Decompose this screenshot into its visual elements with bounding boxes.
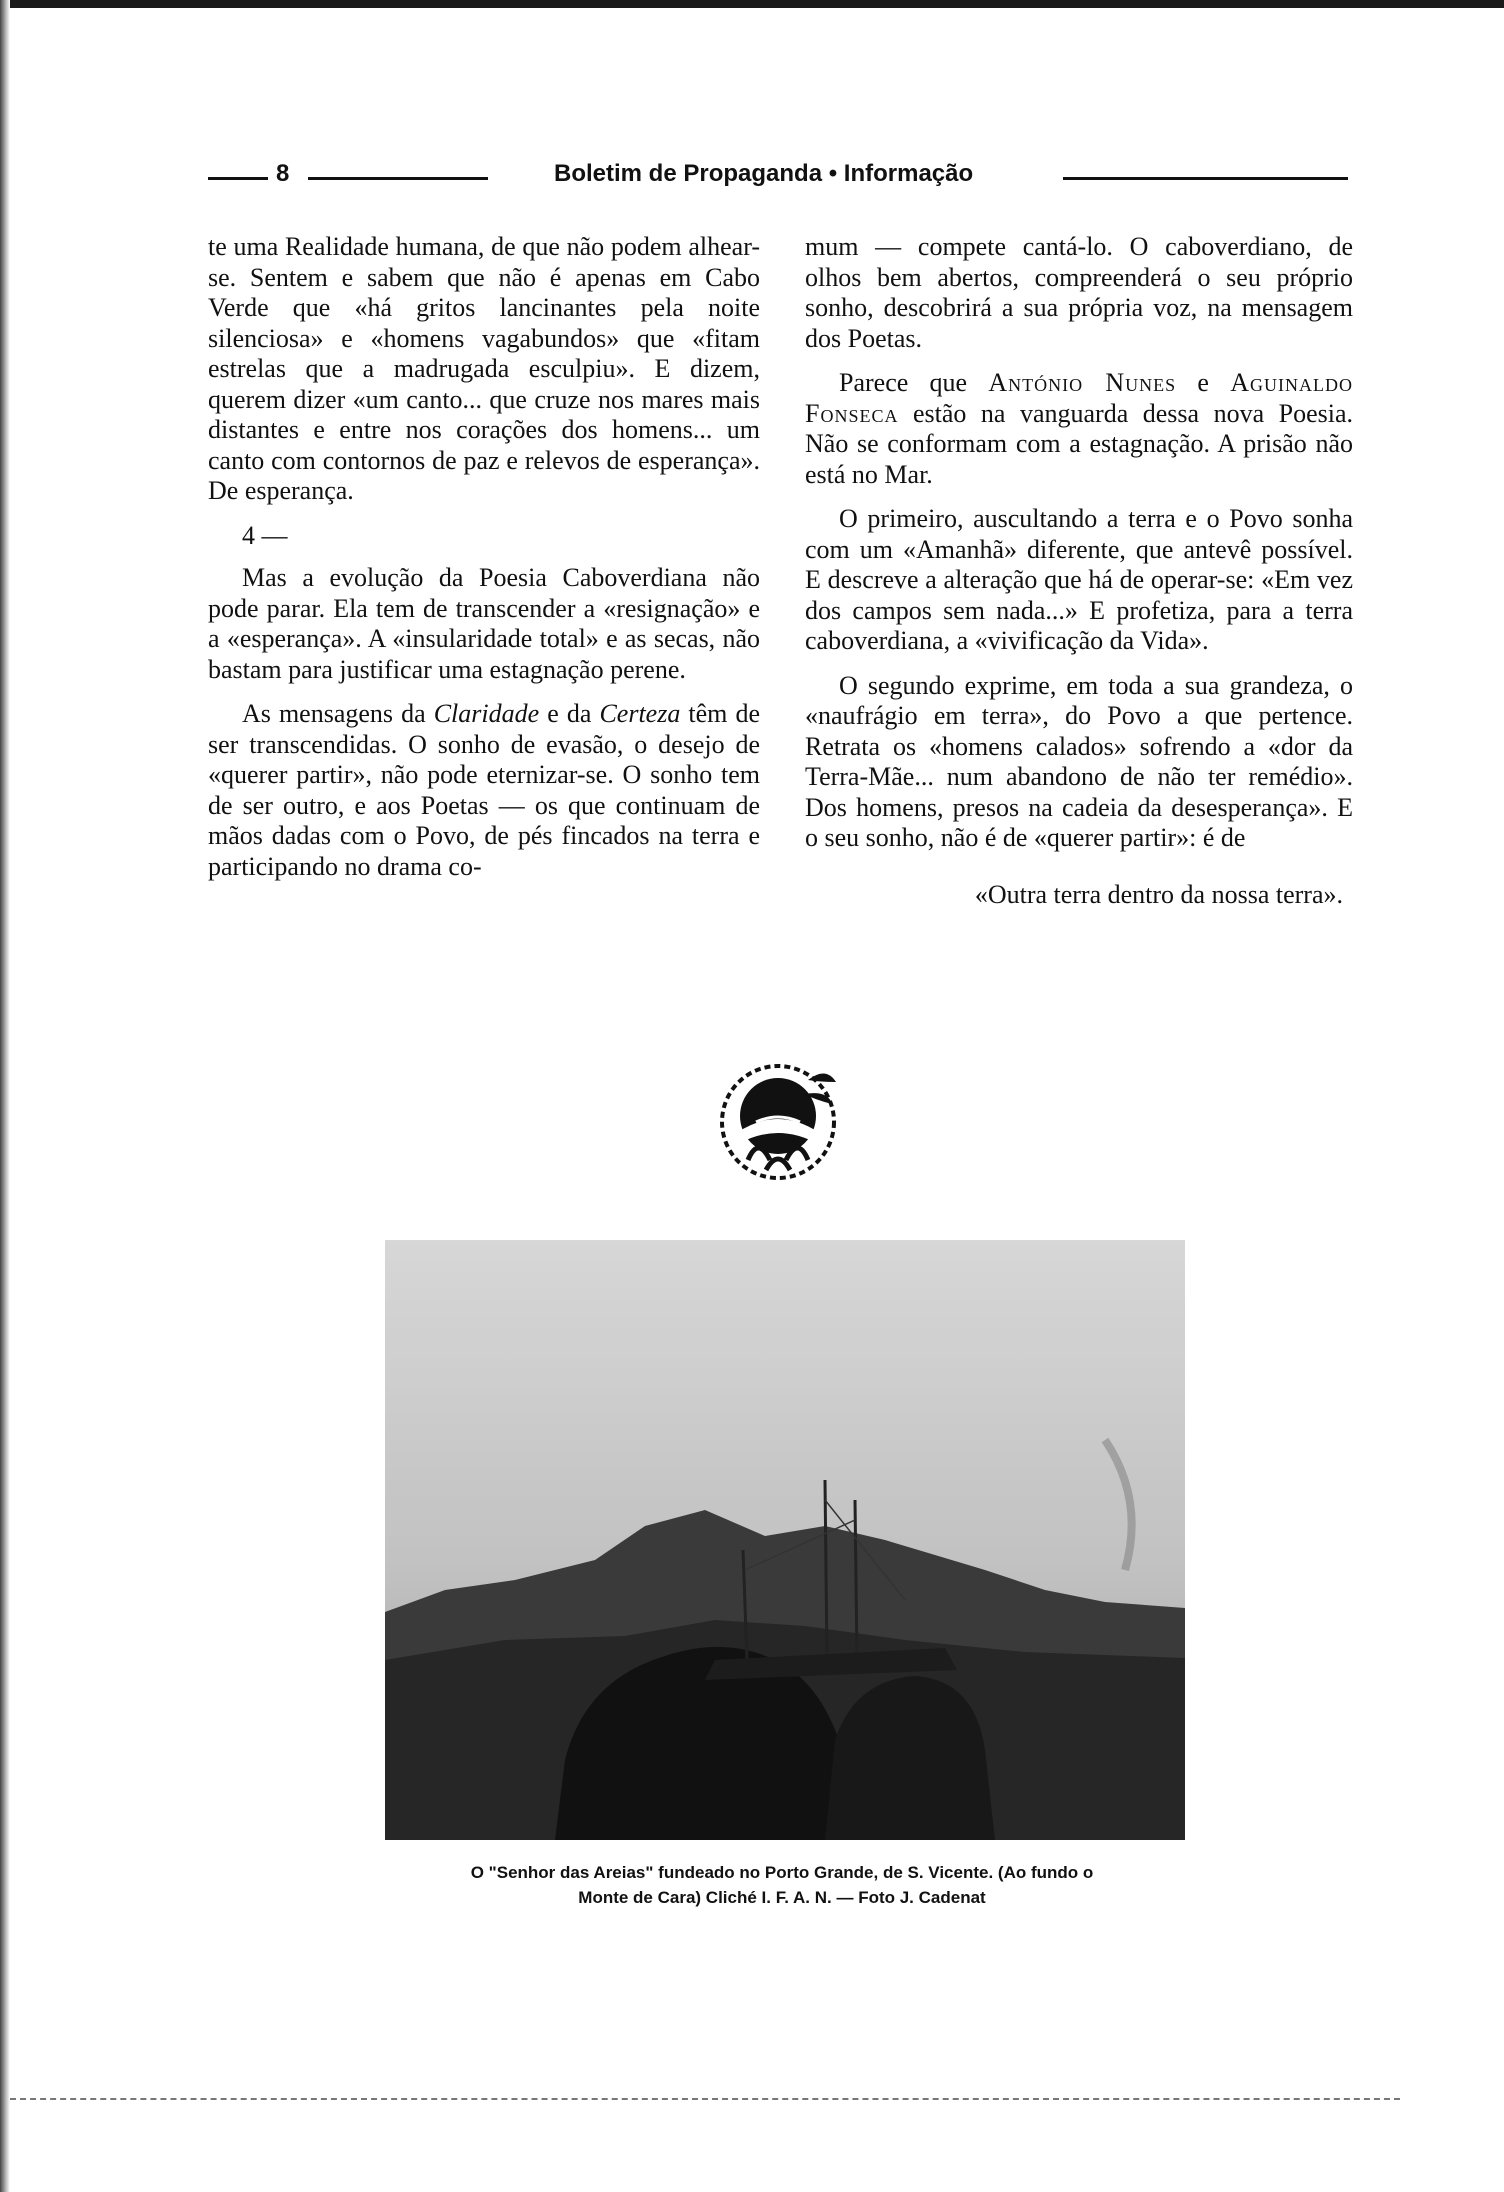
header-rule-left (208, 177, 268, 180)
paragraph: O primeiro, auscultando a terra e o Povo sonha com um «Amanhã» diferente, que antevê possível. E descreve a alteração que há de operar-se: «Em vez dos campos sem nada...» E profetiza, para a terra caboverdiana, a «vivificação da Vida». (805, 504, 1353, 655)
text-run: estão na vanguarda dessa nova Poesia. Não se conformam com a estagnação. A prisão não está no Mar. (805, 398, 1353, 489)
right-column (805, 232, 1353, 910)
scan-edge-left (0, 0, 10, 2192)
photo-caption (362, 1860, 1202, 1910)
text-run: têm de ser transcendidas. O sonho de evasão, o desejo de «querer partir», não pode eternizar-se. O sonho tem de ser outro, e aos Poetas — os que continuam de mãos dadas com o Povo, de pés fincados na terra e participando no drama co- (208, 699, 760, 881)
paragraph: mum — compete cantá-lo. O caboverdiano, de olhos bem abertos, compreenderá o seu próprio sonho, descobrirá a sua própria voz, na mensagem dos Poetas. (805, 232, 1353, 353)
italic-title: Certeza (599, 699, 681, 728)
page-header (208, 160, 1348, 196)
scan-edge-top (0, 0, 1504, 8)
header-rule-right (1063, 177, 1348, 180)
italic-title: Claridade (433, 699, 540, 728)
poet-name: Aguinaldo Fonseca (805, 368, 1353, 428)
paragraph: Mas a evolução da Poesia Caboverdiana não pode parar. Ela tem de transcender a «resignação» e a «esperança». A «insularidade total» e as secas, não bastam para justificar uma estagnação perene. (208, 563, 760, 684)
paragraph (208, 699, 760, 882)
page-number: 8 (276, 160, 290, 187)
text-run: As mensagens da (242, 699, 434, 728)
text-run: Parece que (839, 368, 989, 397)
header-rule-middle (308, 177, 488, 180)
decorative-emblem-icon (708, 1052, 848, 1192)
publication-title: Boletim de Propaganda • Informação (554, 160, 974, 187)
section-number: 4 — (242, 520, 288, 550)
caption-line: Monte de Cara) Cliché I. F. A. N. — Foto J. Cadenat (578, 1888, 986, 1907)
harbor-photograph (385, 1240, 1185, 1840)
poet-name: António Nunes (988, 368, 1177, 397)
left-column (208, 232, 760, 896)
text-run: e da (539, 699, 600, 728)
paragraph: O segundo exprime, em toda a sua grandeza, o «naufrágio em terra», do Povo a que pertence. Retrata os «homens calados» sofrendo a «dor da Terra-Mãe... num abandono de não ter remédio». Dos homens, presos na cadeia da desesperança». E o seu sonho, não é de «querer partir»: é de (805, 670, 1353, 852)
caption-line: O "Senhor das Areias" fundeado no Porto Grande, de S. Vicente. (Ao fundo o (470, 1863, 1094, 1882)
scan-edge-bottom (10, 2098, 1400, 2100)
poem-quote: «Outra terra dentro da nossa terra». (974, 879, 1343, 909)
paragraph (805, 368, 1353, 490)
paragraph: te uma Realidade humana, de que não podem alhear-se. Sentem e sabem que não é apenas em Cabo Verde que «há gritos lancinantes pela noite silenciosa» e «homens vagabundos» que «fitam estrelas que a madrugada esculpiu». E dizem, querem dizer «um canto... que cruze nos mares mais distantes e entre nos corações dos homens... um canto com contornos de paz e relevos de esperança». De esperança. (208, 232, 760, 505)
text-run: e (1176, 368, 1231, 397)
